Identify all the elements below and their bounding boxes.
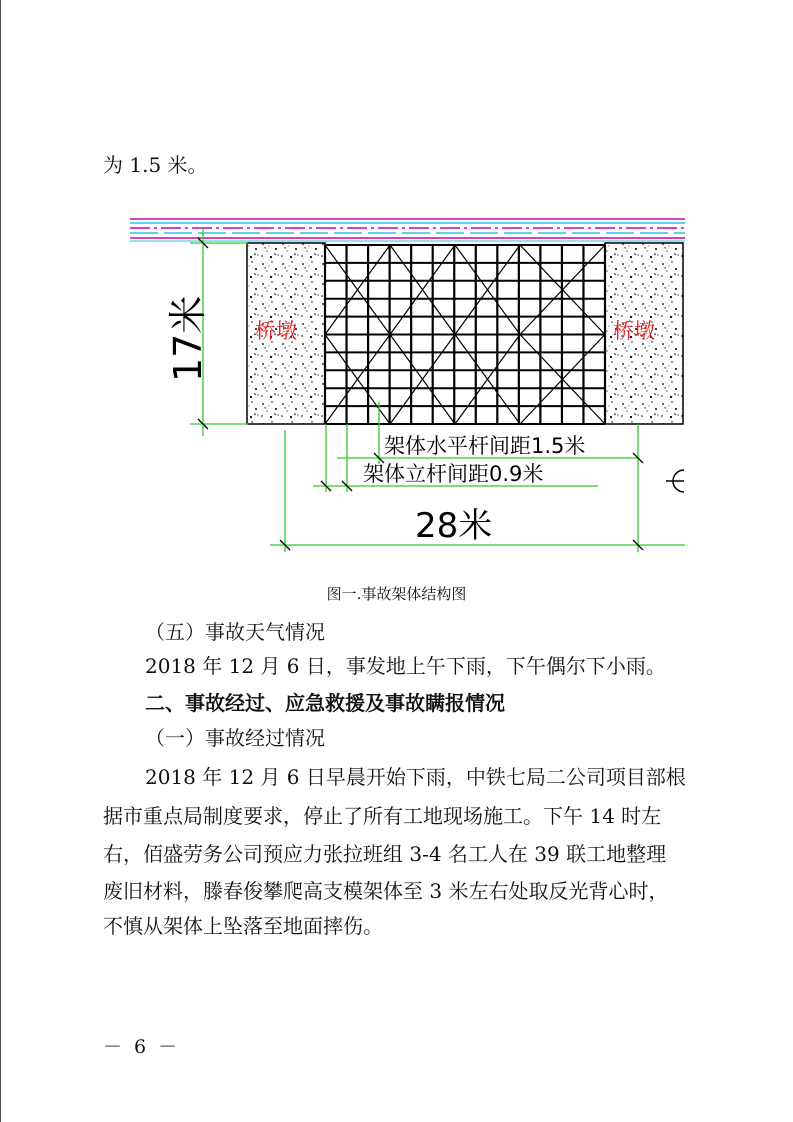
- paragraph-line: 2018 年 12 月 6 日早晨开始下雨，中铁七局二公司项目部根: [145, 765, 686, 789]
- paragraph-line: 不慎从架体上坠落至地面摔伤。: [103, 914, 383, 938]
- page-number: － 6 －: [103, 1036, 181, 1058]
- axis-marker-symbol: [666, 470, 684, 492]
- width-label: 28米: [415, 506, 493, 546]
- height-label: 17米: [166, 295, 210, 382]
- paragraph-line: 废旧材料，滕春俊攀爬高支模架体至 3 米左右处取反光背心时，: [103, 879, 669, 903]
- vertical-spacing-label: 架体立杆间距0.9米: [363, 462, 544, 486]
- subsection-one-heading: （一）事故经过情况: [145, 726, 325, 750]
- section-two-heading: 二、事故经过、应急救援及事故瞒报情况: [145, 691, 505, 715]
- weather-text: 2018 年 12 月 6 日，事发地上午下雨，下午偶尔下小雨。: [145, 654, 666, 678]
- pier-right-label: 桥墩: [613, 319, 655, 343]
- paragraph-line: 据市重点局制度要求，停止了所有工地现场施工。下午 14 时左: [103, 804, 662, 828]
- figure-caption: 图一.事故架体结构图: [326, 585, 467, 603]
- paragraph-line: 右，佰盛劳务公司预应力张拉班组 3-4 名工人在 39 联工地整理: [103, 842, 667, 866]
- bridge-deck: [130, 217, 685, 242]
- scaffold-frame: [325, 245, 605, 424]
- pier-left-label: 桥墩: [255, 319, 297, 343]
- horizontal-spacing-label: 架体水平杆间距1.5米: [384, 434, 586, 458]
- intro-line: 为 1.5 米。: [103, 153, 208, 177]
- section-five-heading: （五）事故天气情况: [145, 620, 325, 644]
